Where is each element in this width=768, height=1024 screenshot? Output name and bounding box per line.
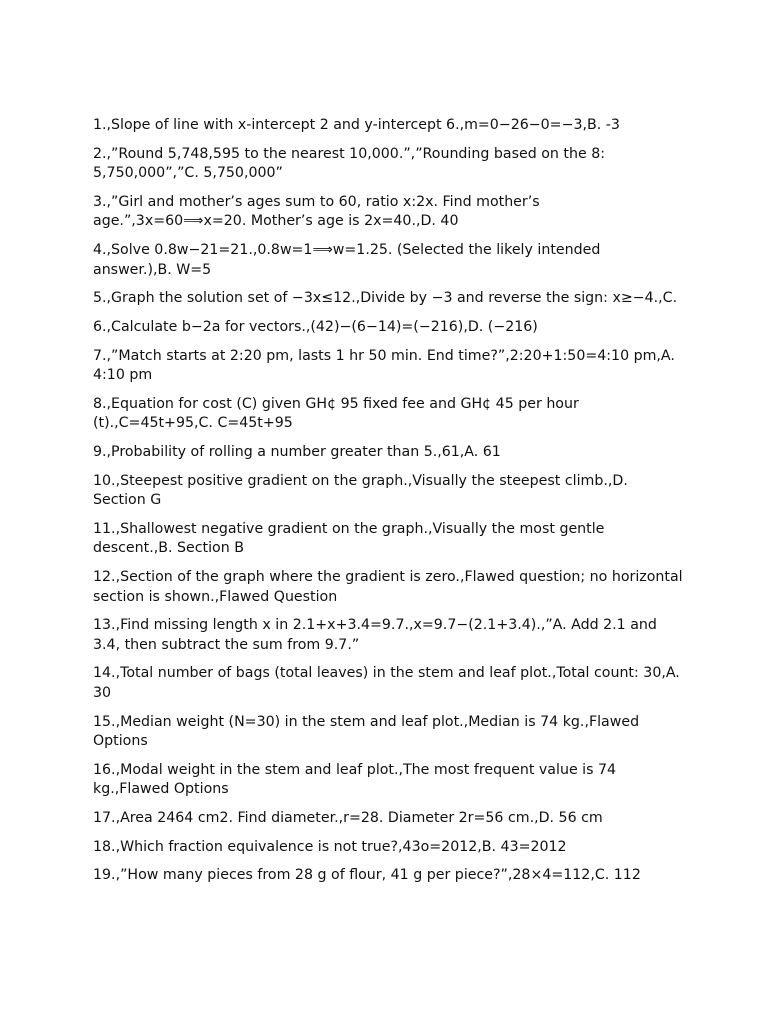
answer-line-8: 8.,Equation for cost (C) given GH¢ 95 fixed fee and GH¢ 45 per hour (t).,C=45t+95,C. C=45t+95 <box>93 395 579 432</box>
answer-line-2: 2.,”Round 5,748,595 to the nearest 10,000.”,”Rounding based on the 8: 5,750,000”,”C. 5,750,000” <box>93 145 606 182</box>
answer-line-10: 10.,Steepest positive gradient on the graph.,Visually the steepest climb.,D. Section G <box>93 472 628 509</box>
answer-line-6: 6.,Calculate b−2a for vectors.,(42)−(6−14)=(−216),D. (−216) <box>93 318 538 335</box>
answer-line-14: 14.,Total number of bags (total leaves) in the stem and leaf plot.,Total count: 30,A. 30 <box>93 665 680 701</box>
answer-line-11: 11.,Shallowest negative gradient on the graph.,Visually the most gentle descent.,B. Section B <box>93 520 605 557</box>
answer-line-1: 1.,Slope of line with x-intercept 2 and y-intercept 6.,m=0−26−0=−3,B. -3 <box>93 117 620 133</box>
answer-line-5: 5.,Graph the solution set of −3x≤12.,Divide by −3 and reverse the sign: x≥−4.,C. <box>93 290 678 307</box>
answer-line-19: 19.,”How many pieces from 28 g of flour, 41 g per piece?”,28×4=112,C. 112 <box>93 867 641 884</box>
answer-line-3: 3.,”Girl and mother’s ages sum to 60, ratio x:2x. Find mother’s age.”,3x=60⟹x=20. Mother’s age is 2x=40.,D. 40 <box>93 193 540 230</box>
answer-line-7: 7.,”Match starts at 2:20 pm, lasts 1 hr 50 min. End time?”,2:20+1:50=4:10 pm,A. 4:10 pm <box>93 347 675 384</box>
answer-line-16: 16.,Modal weight in the stem and leaf plot.,The most frequent value is 74 kg.,Flawed Options <box>93 761 617 798</box>
answer-line-12: 12.,Section of the graph where the gradient is zero.,Flawed question; no horizontal section is shown.,Flawed Question <box>93 569 683 605</box>
answer-line-17: 17.,Area 2464 cm2. Find diameter.,r=28. Diameter 2r=56 cm.,D. 56 cm <box>93 810 603 826</box>
answer-line-4: 4.,Solve 0.8w−21=21.,0.8w=1⟹w=1.25. (Selected the likely intended answer.),B. W=5 <box>93 242 601 278</box>
answer-line-13: 13.,Find missing length x in 2.1+x+3.4=9.7.,x=9.7−(2.1+3.4).,”A. Add 2.1 and 3.4, then subtract the sum from 9.7.” <box>93 617 657 653</box>
answer-line-9: 9.,Probability of rolling a number greater than 5.,61,A. 61 <box>93 444 501 460</box>
answer-line-15: 15.,Median weight (N=30) in the stem and leaf plot.,Median is 74 kg.,Flawed Options <box>93 713 640 750</box>
document-body <box>93 116 683 895</box>
answer-line-18: 18.,Which fraction equivalence is not true?,43o=2012,B. 43=2012 <box>93 838 567 855</box>
